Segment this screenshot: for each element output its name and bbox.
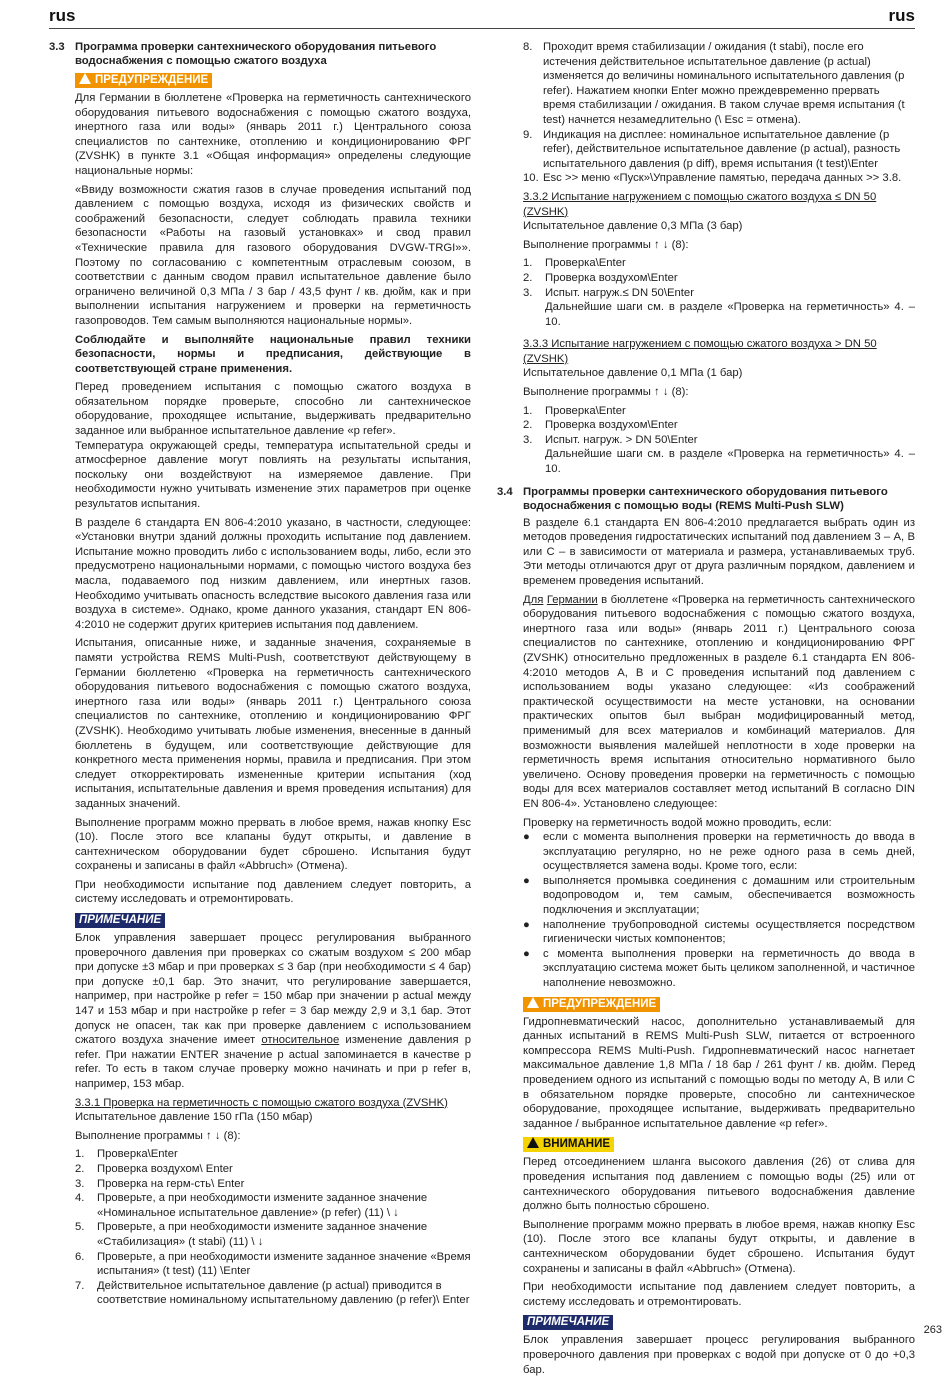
language-label-left: rus	[49, 6, 76, 25]
left-column	[49, 40, 471, 1312]
section-3-4-heading	[497, 485, 915, 513]
steps-list	[523, 404, 915, 448]
paragraph: Перед отсоединением шланга высокого давления (26) от слива для проведения испытания под давлением с помощью воды (25) или от сантехнического оборудования питьевого водоснабжения давление должно быть полностью сброшено.	[523, 1156, 915, 1213]
paragraph: Выполнение программ можно прервать в любое время, нажав кнопку Esc (10). После этого все клапаны будут открыты, и давление в сантехническом оборудовании будет сброшено. Испытания будут сохранены и записаны в файл «Abbruch» (Отмена).	[75, 816, 471, 873]
step-number: 3.	[523, 286, 533, 299]
list-item	[523, 286, 915, 301]
steps-list	[75, 1147, 471, 1308]
program-run: Выполнение программы ↑ ↓ (8):	[75, 1129, 241, 1142]
subsection-3-3-1-title: 3.3.1 Проверка на герметичность с помощью сжатого воздуха (ZVSHK)	[75, 1096, 448, 1109]
paragraph: В разделе 6.1 стандарта EN 806-4:2010 предлагается выбрать один из методов проведения гидростатических испытаний под давлением 3 – А, В или С – в зависимости от материала и размера, устанавливаемых труб. Эти методы отличаются друг от друга различным порядком, давлением и временем проведения испытаний.	[523, 516, 915, 587]
list-item	[523, 874, 915, 918]
step-number: 7.	[75, 1279, 85, 1292]
step-number: 9.	[523, 128, 533, 141]
paragraph: В разделе 6 стандарта EN 806-4:2010 указано, в частности, следующее: «Установки внутри зданий должны проходить испытание под давлением. Испытание можно проводить либо с использованием воды, либо, если это предусмотрено национальными нормами, с помощью чистого воздуха без масла, подаваемого под низким давлением, или инертных газов. Необходимо учитывать опасность вследствие высокого давления газа или воздуха в системе». Однако, кроме данного указания, стандарт EN 806-4:2010 не содержит других критериев испытания под давлением.	[75, 516, 471, 631]
text-run-underlined: относительное	[261, 1034, 340, 1047]
step-number: 6.	[75, 1250, 85, 1263]
text-run-underlined: Германии	[546, 593, 598, 606]
paragraph: Перед проведением испытания с помощью сжатого воздуха в обязательном порядке проверьте, способно ли сантехническое оборудование, проходящее испытание, выдерживать предварительно заданное или выбранное испытательное давление «p refer».	[75, 381, 471, 438]
step-text: Проверьте, а при необходимости измените заданное значение «Номинальное испытательное давление» (p refer) (11) \ ↓	[97, 1192, 428, 1219]
paragraph-bold: Соблюдайте и выполняйте национальные правил техники безопасности, нормы и предписания, действующие в соответствующей стране применения.	[75, 333, 471, 375]
paragraph: Выполнение программ можно прервать в любое время, нажав кнопку Esc (10). После этого все клапаны будут открыты, и давление в сантехническом оборудовании будет сброшено. Испытания будут сохранены и записаны в файл «Abbruch» (Отмена).	[523, 1218, 915, 1275]
section-number: 3.4	[497, 485, 513, 498]
paragraph: При необходимости испытание под давлением следует повторить, а систему исследовать и отремонтировать.	[523, 1281, 915, 1308]
bullet-text: если с момента выполнения проверки на герметичность до ввода в эксплуатацию регулярно, но не реже одного раза в семь дней, осуществляется замена воды. Кроме того, если:	[543, 831, 915, 873]
list-item	[75, 1191, 471, 1220]
steps-list	[523, 40, 915, 186]
test-pressure: Испытательное давление 0,1 МПа (1 бар)	[523, 367, 743, 380]
list-item	[523, 404, 915, 419]
step-text: Проверка\Enter	[97, 1148, 178, 1161]
paragraph	[75, 931, 471, 1092]
step-text: Проверьте, а при необходимости измените заданное значение «Время испытания» (t test) (11) \Enter	[97, 1250, 471, 1278]
right-column	[497, 40, 915, 1381]
step-text: Проверка на герм-сть\ Enter	[97, 1177, 245, 1190]
paragraph: «Ввиду возможности сжатия газов в случае проведения испытаний под давлением с помощью воздуха, исходя из физических свойств и соображений безопасности, следует соблюдать правила техники безопасности «Работы на газовый установках» и свод правил «Технические правила для газового оборудования DVGW-TRGI»». Поэтому по согласованию с компетентным отраслевым союзом, в соответствии с данным сводом правил испытательное давление было ограничено величиной 0,3 МПа / 3 бар / 43,5 фунт / кв. дюйм, как и при выполнении испытания нагружением и проверки на герметичность газопроводов. Тем самым выполняются национальные нормы».	[75, 183, 471, 327]
program-run: Выполнение программы ↑ ↓ (8):	[523, 238, 689, 251]
text-run: в бюллетене «Проверка на герметичность сантехнического оборудования питьевого водоснабжения с помощью сжатого воздуха, инертного газа или воды» (январь 2011 г.) Центрального союза специалистов по сантехнике, отоплению и кондиционированию ФРГ (ZVSHK) относительно предложенных в разделе 6.1 стандарта EN 806-4:2010 методов А, В и С проведения испытаний под давлением с использованием воды указано следующее: «Из соображений практической осуществимости на месте установки, на основании практических опытов был выбран модифицированный метод, применимый для всех материалов и комбинаций материалов. Для возможности выявления малейшей неплотности в ходе проверки на герметичность время испытания относительно нормативного было увеличено. Основу проведения проверки на герметичность с помощью воды для всех материалов составляет метод испытаний В согласно DIN EN 806-4». Установлено следующее:	[523, 593, 916, 810]
list-item	[523, 918, 915, 947]
warning-label: ПРЕДУПРЕЖДЕНИЕ	[95, 74, 209, 86]
bullet-icon: ●	[523, 874, 530, 887]
note-badge: ПРИМЕЧАНИЕ	[523, 1315, 613, 1330]
step-text: Проверка\Enter	[545, 404, 626, 417]
list-item	[75, 1250, 471, 1279]
warning-badge	[523, 997, 660, 1012]
step-number: 3.	[75, 1177, 85, 1190]
paragraph: Испытания, описанные ниже, и заданные значения, сохраняемые в памяти устройства REMS Multi-Push, соответствуют действующему в Германии бюллетеню «Проверка на герметичность сантехнического оборудования питьевого водоснабжения с помощью сжатого воздуха, инертного газа или воды» (январь 2011 г.) Центрального союза специалистов по сантехнике, отоплению и кондиционированию ФРГ (ZVSHK). Необходимо учитывать любые изменения, внесенные в данный бюллетень в будущем, или соответствующие действующие для конкретного места применения нормы, правила и предписания. При этом следует откорректировать измененные критерии испытания (ход испытания, испытательные давления и время проведения испытания) для заданных значений.	[75, 637, 471, 810]
list-item	[523, 271, 915, 286]
text-run: изменение давления p refer. При нажатии ENTER значение p actual запоминается в качестве p refer. То есть в таком случае проверку можно начинать и при p refer в, например, 153 мбар.	[75, 1034, 471, 1090]
caution-badge	[523, 1137, 614, 1152]
list-item	[523, 947, 915, 991]
subsection-3-3-2-title: 3.3.2 Испытание нагружением с помощью сжатого воздуха ≤ DN 50 (ZVSHK)	[523, 190, 877, 218]
step-text: Испыт. нагруж. > DN 50\Enter	[545, 433, 698, 446]
caution-icon	[527, 1137, 539, 1148]
test-pressure: Испытательное давление 150 гПа (150 мбар)	[75, 1111, 313, 1124]
program-run: Выполнение программы ↑ ↓ (8):	[523, 386, 689, 399]
paragraph	[523, 593, 915, 812]
step-number: 5.	[75, 1221, 85, 1234]
step-text: Испыт. нагруж.≤ DN 50\Enter	[545, 286, 694, 299]
warning-badge	[75, 73, 212, 88]
step-text: Проходит время стабилизации / ожидания (t stabi), после его истечения действительное испытательное давление (p actual) изменяется до величины номинального испытательного давления (p refer). Нажатием кнопки Enter можно преждевременно прервать время стабилизации / ожидания. В таком случае время испытания (t test) начнется незамедлительно (\ Esc = отмена).	[543, 41, 905, 126]
list-item	[75, 1177, 471, 1192]
page-number: 263	[923, 1324, 942, 1337]
step-number: 1.	[523, 257, 533, 270]
list-item	[75, 1147, 471, 1162]
bullet-text: выполняется промывка соединения с домашним или строительным водопроводом и, тем самым, обеспечивается возможность подключения и эксплуатации;	[543, 874, 915, 917]
section-3-3-heading	[49, 40, 471, 68]
list-item	[523, 256, 915, 271]
list-item	[75, 1220, 471, 1249]
paragraph: Гидропневматический насос, дополнительно устанавливаемый для данных испытаний в REMS Multi-Push SLW, питается от встроенного компрессора REMS Multi-Push. Гидропневматический насос нагнетает максимальное давление 1,8 МПа / 18 бар / 261 фунт / кв. дюйм. Перед проведением одного из испытаний с помощью воды по методу А, В или С в обязательном порядке проверьте, способно ли сантехническое оборудование, проходящее испытание, выдерживать предварительно заданное / выбранное испытательное давление «p refer».	[523, 1015, 915, 1130]
list-item	[523, 171, 915, 186]
note-badge: ПРИМЕЧАНИЕ	[75, 913, 165, 928]
step-text: Действительное испытательное давление (p actual) приводится в соответствие номинальному испытательному давлению (p refer)\ Enter	[97, 1279, 470, 1307]
subsection-3-3-3-title: 3.3.3 Испытание нагружением с помощью сжатого воздуха > DN 50 (ZVSHK)	[523, 338, 877, 365]
step-number: 2.	[523, 419, 533, 432]
list-item	[523, 830, 915, 874]
list-item	[75, 1279, 471, 1308]
step-number: 3.	[523, 433, 533, 446]
further-steps: Дальнейшие шаги см. в разделе «Проверка на герметичность» 4. – 10.	[545, 301, 915, 328]
step-number: 4.	[75, 1192, 85, 1205]
list-item	[523, 418, 915, 433]
bullet-list	[523, 830, 915, 991]
warning-icon	[79, 73, 91, 84]
list-item	[523, 128, 915, 172]
header-divider	[49, 28, 915, 29]
step-number: 10.	[523, 172, 539, 185]
step-number: 1.	[523, 404, 533, 417]
warning-icon	[527, 997, 539, 1008]
step-text: Проверьте, а при необходимости измените заданное значение «Стабилизация» (t stabi) (11) \ ↓	[97, 1221, 428, 1248]
bullet-icon: ●	[523, 918, 530, 931]
bullet-text: наполнение трубопроводной системы осуществляется посредством гигиенически чистых компонентов;	[543, 918, 915, 946]
list-item	[523, 40, 915, 128]
paragraph: Проверку на герметичность водой можно проводить, если:	[523, 816, 832, 829]
step-text: Проверка воздухом\Enter	[545, 419, 678, 432]
step-text: Проверка воздухом\Enter	[545, 271, 678, 284]
section-number: 3.3	[49, 41, 65, 53]
step-text: Esc >> меню «Пуск»\Управление памятью, передача данных >> 3.8.	[543, 172, 902, 185]
text-run-underlined: Для	[523, 593, 544, 606]
step-number: 2.	[523, 271, 533, 284]
step-number: 8.	[523, 41, 533, 53]
section-title: Программа проверки сантехнического оборудования питьевого водоснабжения с помощью сжатого воздуха	[75, 41, 437, 67]
step-number: 1.	[75, 1148, 85, 1161]
bullet-text: с момента выполнения проверки на герметичность до ввода в эксплуатацию система может быть целиком заполненной, и частичное наполнение невозможно.	[543, 947, 916, 990]
text-run: Блок управления завершает процесс регулирования выбранного проверочного давления при проверках со сжатым воздухом ≤ 200 мбар при допуске ±3 мбар и при проверках ≤ 3 бар (при необходимости ≤ 4 бар) при допуске ±0,1 бар. Это значит, что регулирование завершается, например, при настройке p refer = 150 мбар при значении p actual между 147 и 153 мбар и при настройке p refer = 3 бар между 2,9 и 3,1 бар. Этот допуск не опасен, так как при проверке давлением с использованием сжатого воздуха значение имеет	[75, 932, 471, 1047]
paragraph: Температура окружающей среды, температура испытательной среды и атмосферное давление могут повлиять на результаты испытания, поскольку они воздействуют на измеряемое давление. При необходимости нужно учитывать изменение этих параметров при оценке результатов испытания.	[75, 439, 471, 511]
list-item	[75, 1162, 471, 1177]
language-label-right: rus	[888, 6, 915, 25]
section-title: Программы проверки сантехнического оборудования питьевого водоснабжения с помощью воды (REMS Multi-Push SLW)	[523, 485, 888, 512]
step-text: Индикация на дисплее: номинальное испытательное давление (p refer), действительное испытательное давление (p actual), разность испытательного давления (p diff), время испытания (t test)\Enter	[543, 128, 901, 170]
paragraph: Для Германии в бюллетене «Проверка на герметичность сантехнического оборудования питьевого водоснабжения с помощью сжатого воздуха, инертного газа или воды» (январь 2011 г.) Центрального союза специалистов по сантехнике, отоплению и кондиционированию ФРГ (ZVSHK) в пункте 3.1 «Общая информация» определены следующие национальные нормы:	[75, 92, 471, 177]
test-pressure: Испытательное давление 0,3 МПа (3 бар)	[523, 220, 743, 233]
caution-label: ВНИМАНИЕ	[543, 1138, 611, 1151]
further-steps: Дальнейшие шаги см. в разделе «Проверка на герметичность» 4. – 10.	[545, 448, 915, 476]
paragraph: Блок управления завершает процесс регулирования выбранного проверочного давления при проверках с водой при допуске от 0 до +0,3 бар.	[523, 1334, 915, 1376]
warning-label: ПРЕДУПРЕЖДЕНИЕ	[543, 997, 657, 1010]
steps-list	[523, 256, 915, 300]
bullet-icon: ●	[523, 831, 530, 844]
step-number: 2.	[75, 1162, 85, 1175]
paragraph: При необходимости испытание под давлением следует повторить, а систему исследовать и отремонтировать.	[75, 878, 471, 906]
bullet-icon: ●	[523, 947, 530, 960]
list-item	[523, 433, 915, 448]
step-text: Проверка\Enter	[545, 257, 626, 270]
step-text: Проверка воздухом\ Enter	[97, 1162, 233, 1175]
